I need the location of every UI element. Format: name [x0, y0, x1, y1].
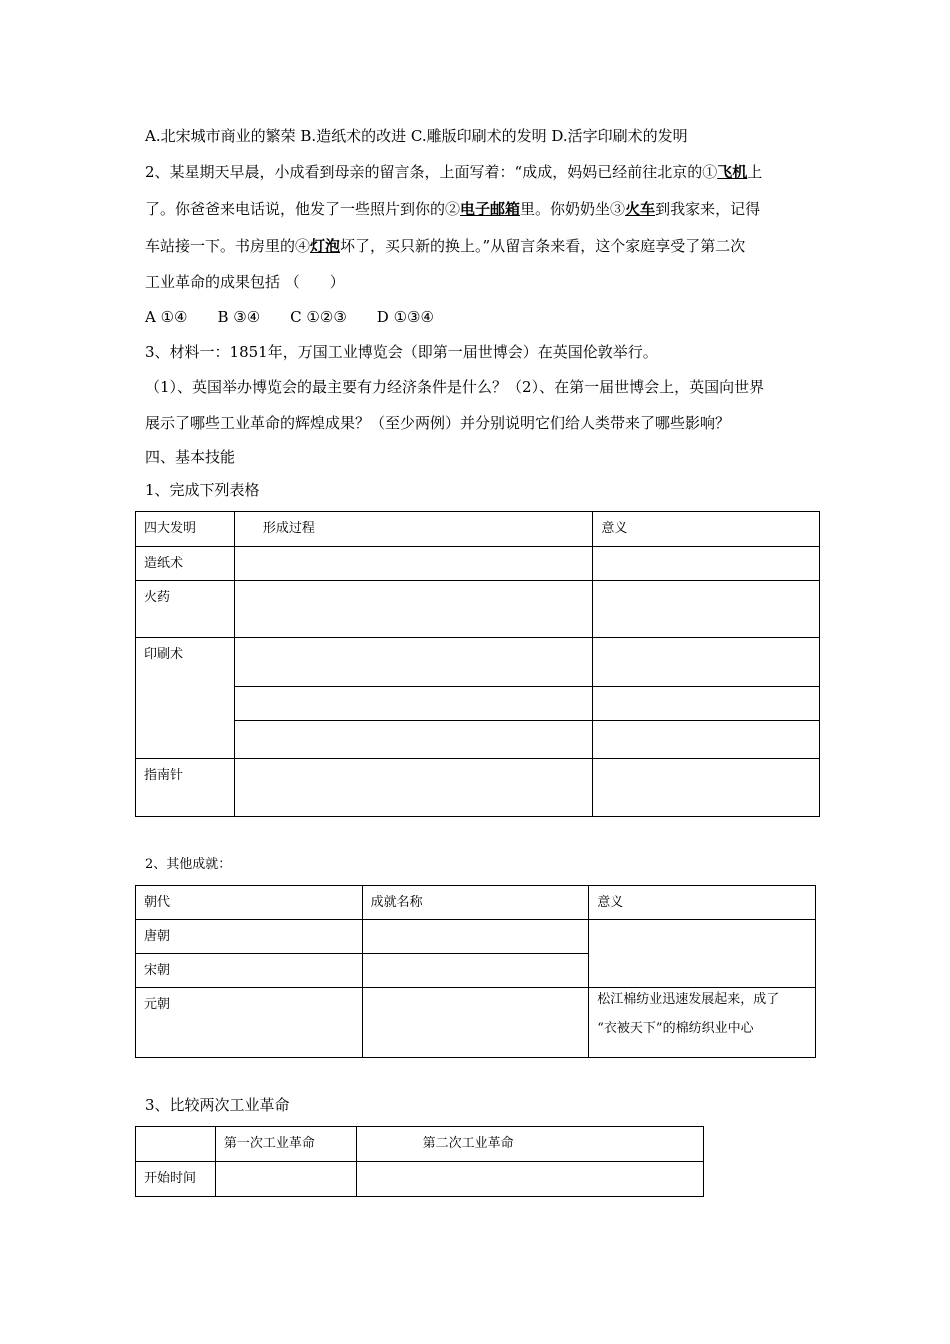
q2-underlined: 灯泡: [310, 237, 341, 255]
q2-underlined: 火车: [625, 200, 656, 218]
answer-cell[interactable]: [593, 687, 820, 721]
q2-text: 到我家来，记得: [655, 200, 761, 218]
answer-cell[interactable]: [362, 920, 589, 954]
answer-cell[interactable]: [234, 547, 592, 581]
table-header-cell: 朝代: [136, 886, 363, 920]
answer-cell[interactable]: [234, 638, 592, 687]
answer-cell[interactable]: [234, 759, 592, 817]
table-header-cell: 形成过程: [234, 512, 592, 547]
q2-text: 上: [747, 163, 763, 181]
table-row-label: 元朝: [136, 988, 363, 1058]
q2-text: 了。你爸爸来电话说，他发了一些照片到你的②: [145, 200, 461, 218]
table2-title: 2、其他成就：: [145, 857, 232, 872]
table-row-label: 开始时间: [136, 1162, 216, 1197]
table3-title: 3、比较两次工业革命: [145, 1096, 290, 1114]
table-row-label: 指南针: [136, 759, 235, 817]
answer-cell[interactable]: [234, 687, 592, 721]
answer-cell[interactable]: [589, 920, 816, 988]
table-row-label: 唐朝: [136, 920, 363, 954]
yuan-meaning-line-2: “衣被天下”的棉纺织业中心: [597, 1021, 754, 1036]
table-header-cell: 四大发明: [136, 512, 235, 547]
table-header-cell: 意义: [593, 512, 820, 547]
q3-line-2: （1）、英国举办博览会的最主要有力经济条件是什么？（2）、在第一届世博会上，英国向世界: [145, 378, 765, 396]
q2-underlined: 飞机: [717, 163, 748, 181]
q2-text: 坏了，买只新的换上。”从留言条来看，这个家庭享受了第二次: [340, 237, 746, 255]
table-row-label: 火药: [136, 581, 235, 638]
industrial-revolution-table: [135, 1126, 704, 1197]
q2-options: A ①④ B ③④ C ①②③ D ①③④: [145, 308, 434, 326]
answer-cell[interactable]: [362, 988, 589, 1058]
q2-line-1: [145, 162, 762, 182]
table-row-label: 宋朝: [136, 954, 363, 988]
table-header-cell: 成就名称: [362, 886, 589, 920]
table-header-cell: 第一次工业革命: [215, 1127, 356, 1162]
answer-cell[interactable]: [593, 547, 820, 581]
other-achievements-table: [135, 885, 816, 1058]
yuan-meaning-line-1: 松江棉纺业迅速发展起来，成了: [597, 992, 780, 1007]
q2-line-4: 工业革命的成果包括 （ ）: [145, 273, 345, 291]
q3-line-1: 3、材料一：1851年，万国工业博览会（即第一届世博会）在英国伦敦举行。: [145, 343, 658, 361]
answer-cell[interactable]: [593, 638, 820, 687]
answer-cell[interactable]: [215, 1162, 356, 1197]
q1-options: A.北宋城市商业的繁荣 B.造纸术的改进 C.雕版印刷术的发明 D.活字印刷术的发明: [145, 127, 688, 145]
q2-text: 里。你奶奶坐③: [520, 200, 626, 218]
table1-title: 1、完成下列表格: [145, 481, 260, 499]
answer-cell[interactable]: [234, 721, 592, 759]
table-row-label: 印刷术: [136, 638, 235, 759]
yuan-meaning-cell: [589, 988, 816, 1058]
q3-line-3: 展示了哪些工业革命的辉煌成果？（至少两例）并分别说明它们给人类带来了哪些影响？: [145, 414, 731, 432]
q2-text: 2、某星期天早晨，小成看到母亲的留言条，上面写着：“成成，妈妈已经前往北京的①: [145, 163, 718, 181]
q2-text: 车站接一下。书房里的④: [145, 237, 311, 255]
answer-cell[interactable]: [362, 954, 589, 988]
answer-cell[interactable]: [356, 1162, 703, 1197]
answer-cell[interactable]: [234, 581, 592, 638]
table-header-cell: 第二次工业革命: [356, 1127, 703, 1162]
table-row-label: 造纸术: [136, 547, 235, 581]
q2-line-2: [145, 199, 760, 219]
answer-cell[interactable]: [593, 581, 820, 638]
q2-underlined: 电子邮箱: [460, 200, 521, 218]
answer-cell[interactable]: [593, 721, 820, 759]
answer-cell[interactable]: [593, 759, 820, 817]
section-title: 四、基本技能: [145, 448, 236, 466]
four-inventions-table: [135, 511, 820, 817]
table-header-cell: 意义: [589, 886, 816, 920]
q2-line-3: [145, 236, 745, 256]
table-header-cell: [136, 1127, 216, 1162]
